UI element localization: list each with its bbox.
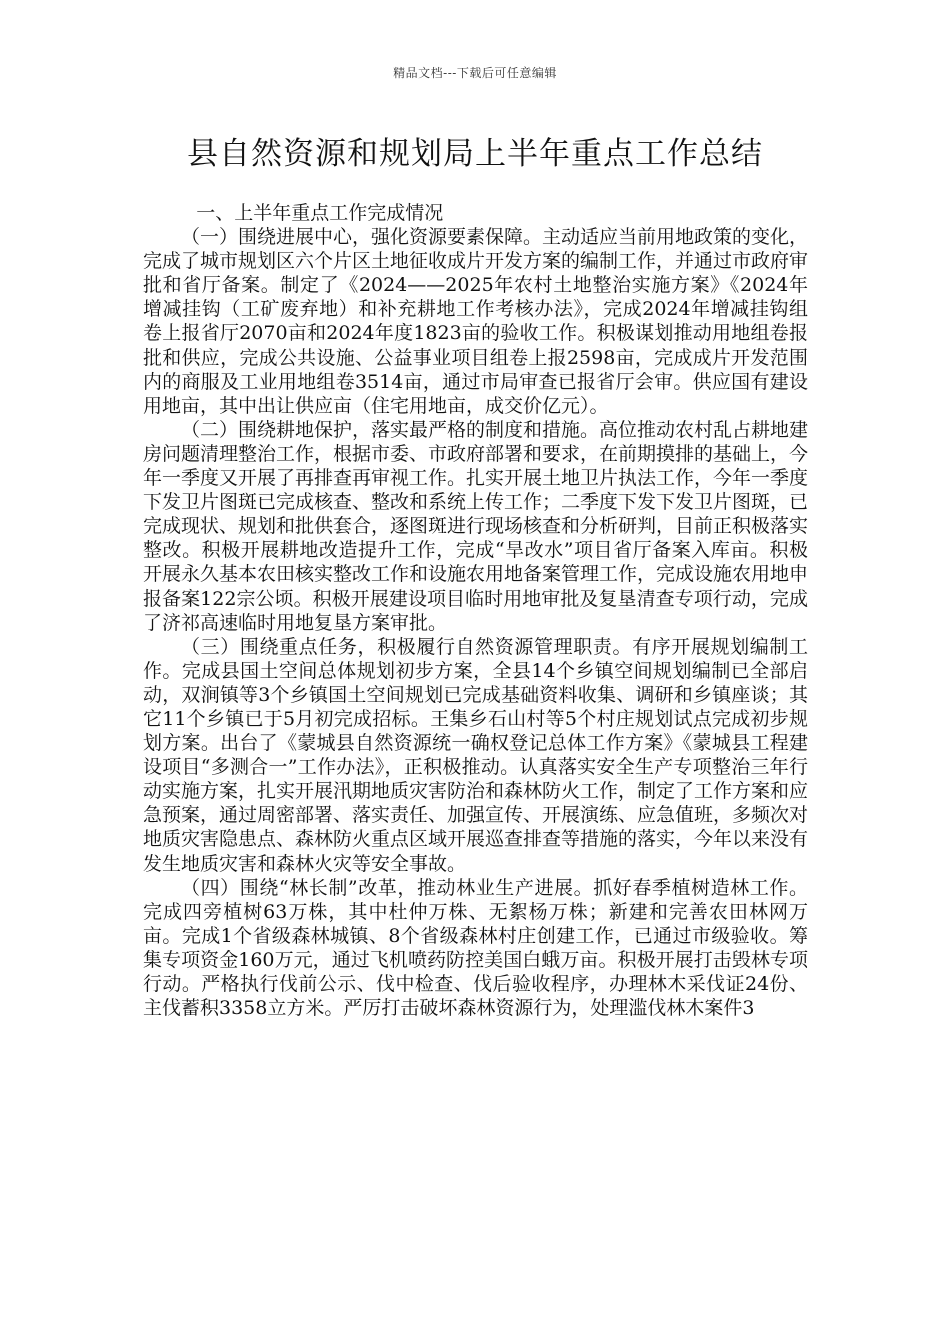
page-header: 精品文档---下载后可任意编辑 [393, 66, 557, 80]
document-title: 县自然资源和规划局上半年重点工作总结 [187, 136, 763, 172]
paragraph: （四）围绕“林长制”改革，推动林业生产进展。抓好春季植树造林工作。完成四旁植树63万株，其中杜仲万株、无絮杨万株；新建和完善农田林网万亩。完成1个省级森林城镇、8个省级森林村庄创建工作，已通过市级验收。筹集专项资金160万元，通过飞机喷药防控美国白蛾万亩。积极开展打击毁林专项行动。严格执行伐前公示、伐中检查、伐后验收程序，办理林木采伐证24份、主伐蓄积3358立方米。严厉打击破坏森林资源行为，处理滥伐林木案件3 [143, 876, 808, 1020]
document-body [143, 201, 808, 1020]
paragraph: （三）围绕重点任务，积极履行自然资源管理职责。有序开展规划编制工作。完成县国土空间总体规划初步方案，全县14个乡镇空间规划编制已全部启动，双涧镇等3个乡镇国土空间规划已完成基础资料收集、调研和乡镇座谈；其它11个乡镇已于5月初完成招标。王集乡石山村等5个村庄规划试点完成初步规划方案。出台了《蒙城县自然资源统一确权登记总体工作方案》《蒙城县工程建设项目“多测合一”工作办法》，正积极推动。认真落实安全生产专项整治三年行动实施方案，扎实开展汛期地质灾害防治和森林防火工作，制定了工作方案和应急预案，通过周密部署、落实责任、加强宣传、开展演练、应急值班，多频次对地质灾害隐患点、森林防火重点区域开展巡查排查等措施的落实，今年以来没有发生地质灾害和森林火灾等安全事故。 [143, 635, 809, 875]
paragraph: （一）围绕进展中心，强化资源要素保障。主动适应当前用地政策的变化，完成了城市规划区六个片区土地征收成片开发方案的编制工作，并通过市政府审批和省厅备案。制定了《2024——2025年农村土地整治实施方案》《2024年增减挂钩（工矿废弃地）和补充耕地工作考核办法》，完成2024年增减挂钩组卷上报省厅2070亩和2024年度1823亩的验收工作。积极谋划推动用地组卷报批和供应，完成公共设施、公益事业项目组卷上报2598亩，完成成片开发范围内的商服及工业用地组卷3514亩，通过市局审查已报省厅会审。供应国有建设用地亩，其中出让供应亩（住宅用地亩，成交价亿元）。 [143, 226, 809, 417]
paragraph: （二）围绕耕地保护，落实最严格的制度和措施。高位推动农村乱占耕地建房问题清理整治工作，根据市委、市政府部署和要求，在前期摸排的基础上，今年一季度又开展了再排查再审视工作。扎实开展土地卫片执法工作，今年一季度下发卫片图斑已完成核查、整改和系统上传工作；二季度下发下发卫片图斑，已完成现状、规划和批供套合，逐图斑进行现场核查和分析研判，目前正积极落实整改。积极开展耕地改造提升工作，完成“旱改水”项目省厅备案入库亩。积极开展永久基本农田核实整改工作和设施农用地备案管理工作，完成设施农用地申报备案122宗公顷。积极开展建设项目临时用地审批及复垦清查专项行动，完成了济祁高速临时用地复垦方案审批。 [143, 418, 809, 634]
section-heading: 一、上半年重点工作完成情况 [196, 202, 444, 224]
